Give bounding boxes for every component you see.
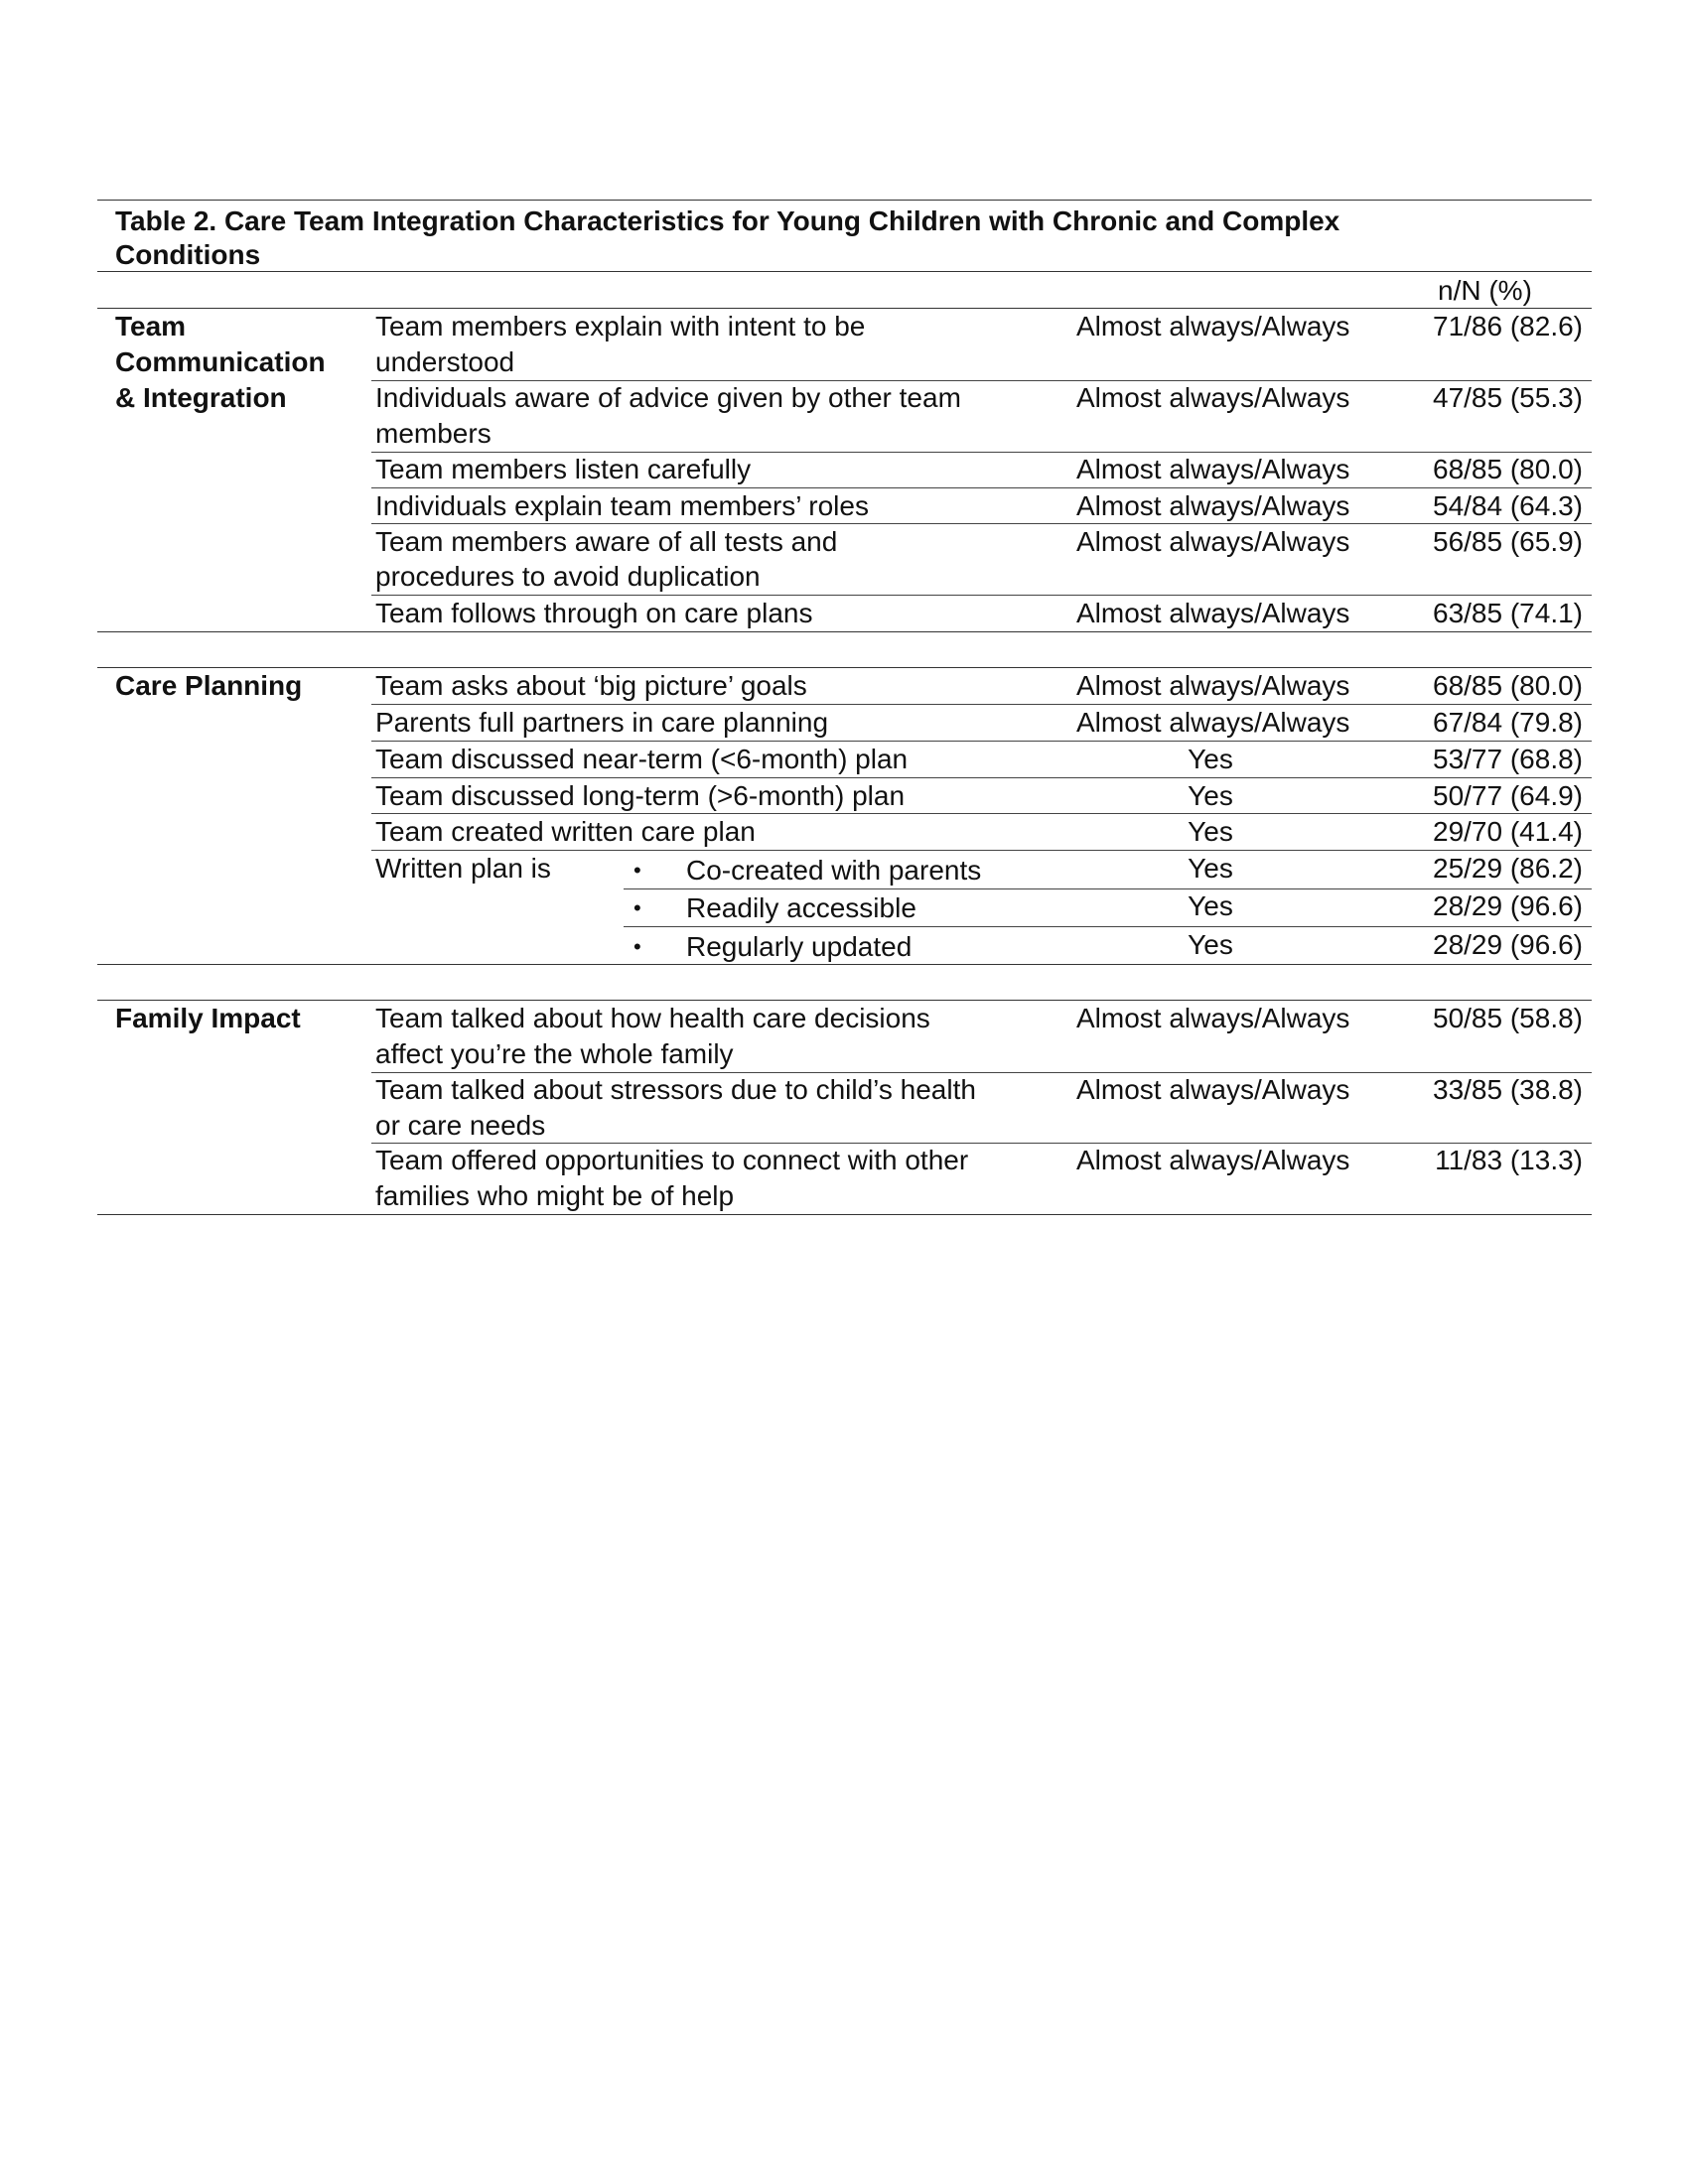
row-value: 33/85 (38.8) bbox=[1433, 1074, 1583, 1105]
row-response: Yes bbox=[1188, 780, 1233, 811]
bullet-icon: • bbox=[633, 895, 641, 920]
row-item: families who might be of help bbox=[375, 1180, 735, 1211]
subrow-value: 25/29 (86.2) bbox=[1433, 853, 1583, 884]
table-bottom-rule bbox=[97, 1214, 1592, 1215]
category-label: & Integration bbox=[115, 382, 287, 413]
row-response: Yes bbox=[1188, 744, 1233, 774]
section-bottom-rule bbox=[97, 964, 1592, 965]
category-label: Team bbox=[115, 311, 187, 341]
row-item: Team members aware of all tests and bbox=[375, 526, 838, 557]
row-value: 67/84 (79.8) bbox=[1433, 707, 1583, 738]
row-item: affect you’re the whole family bbox=[375, 1038, 734, 1069]
row-value: 50/85 (58.8) bbox=[1433, 1003, 1583, 1033]
row-item: understood bbox=[375, 346, 515, 377]
category-label: Family Impact bbox=[115, 1003, 301, 1033]
table-top-rule bbox=[97, 200, 1592, 201]
row-value: 47/85 (55.3) bbox=[1433, 382, 1583, 413]
row-item: Team created written care plan bbox=[375, 816, 756, 847]
row-value: 63/85 (74.1) bbox=[1433, 598, 1583, 628]
subrow-item: Co-created with parents bbox=[686, 855, 982, 886]
row-item: procedures to avoid duplication bbox=[375, 561, 761, 592]
row-item: members bbox=[375, 418, 492, 449]
row-response: Almost always/Always bbox=[1076, 311, 1350, 341]
row-item: or care needs bbox=[375, 1110, 546, 1141]
row-value: 53/77 (68.8) bbox=[1433, 744, 1583, 774]
subrow-response: Yes bbox=[1188, 929, 1233, 960]
section-top-rule bbox=[97, 667, 1592, 668]
subrow-value: 28/29 (96.6) bbox=[1433, 890, 1583, 921]
row-item: Parents full partners in care planning bbox=[375, 707, 829, 738]
row-response: Almost always/Always bbox=[1076, 670, 1350, 701]
row-value: 56/85 (65.9) bbox=[1433, 526, 1583, 557]
table-title-line1: Table 2. Care Team Integration Characteristics for Young Children with Chronic and Complex bbox=[115, 205, 1340, 236]
row-item: Individuals explain team members’ roles bbox=[375, 490, 869, 521]
row-response: Almost always/Always bbox=[1076, 490, 1350, 521]
row-response: Yes bbox=[1188, 816, 1233, 847]
row-response: Almost always/Always bbox=[1076, 1003, 1350, 1033]
row-item: Team members listen carefully bbox=[375, 454, 752, 484]
category-label: Care Planning bbox=[115, 670, 303, 701]
row-item: Team asks about ‘big picture’ goals bbox=[375, 670, 807, 701]
row-response: Almost always/Always bbox=[1076, 598, 1350, 628]
bullet-icon: • bbox=[633, 934, 641, 959]
written-plan-label: Written plan is bbox=[375, 853, 551, 884]
row-item: Team talked about how health care decisions bbox=[375, 1003, 930, 1033]
row-item: Individuals aware of advice given by other team bbox=[375, 382, 961, 413]
table-title-line2: Conditions bbox=[115, 239, 261, 270]
row-value: 71/86 (82.6) bbox=[1433, 311, 1583, 341]
row-value: 68/85 (80.0) bbox=[1433, 454, 1583, 484]
row-value: 29/70 (41.4) bbox=[1433, 816, 1583, 847]
row-item: Team follows through on care plans bbox=[375, 598, 813, 628]
row-response: Almost always/Always bbox=[1076, 707, 1350, 738]
row-response: Almost always/Always bbox=[1076, 1074, 1350, 1105]
row-item: Team discussed near-term (<6-month) plan bbox=[375, 744, 909, 774]
row-response: Almost always/Always bbox=[1076, 454, 1350, 484]
row-response: Almost always/Always bbox=[1076, 526, 1350, 557]
row-item: Team members explain with intent to be bbox=[375, 311, 866, 341]
row-response: Almost always/Always bbox=[1076, 382, 1350, 413]
subrow-response: Yes bbox=[1188, 853, 1233, 884]
bullet-icon: • bbox=[633, 858, 641, 883]
column-header-n-pct: n/N (%) bbox=[1438, 275, 1532, 306]
row-item: Team offered opportunities to connect with other bbox=[375, 1145, 969, 1175]
row-response: Almost always/Always bbox=[1076, 1145, 1350, 1175]
row-value: 54/84 (64.3) bbox=[1433, 490, 1583, 521]
title-bottom-rule bbox=[97, 271, 1592, 272]
subrow-response: Yes bbox=[1188, 890, 1233, 921]
section-bottom-rule bbox=[97, 631, 1592, 632]
subrow-value: 28/29 (96.6) bbox=[1433, 929, 1583, 960]
subrow-item: Regularly updated bbox=[686, 931, 913, 962]
row-item: Team discussed long-term (>6-month) plan bbox=[375, 780, 906, 811]
row-item: Team talked about stressors due to child’s health bbox=[375, 1074, 976, 1105]
row-value: 11/83 (13.3) bbox=[1435, 1145, 1583, 1175]
row-value: 68/85 (80.0) bbox=[1433, 670, 1583, 701]
subrow-item: Readily accessible bbox=[686, 892, 916, 923]
category-label: Communication bbox=[115, 346, 326, 377]
row-value: 50/77 (64.9) bbox=[1433, 780, 1583, 811]
